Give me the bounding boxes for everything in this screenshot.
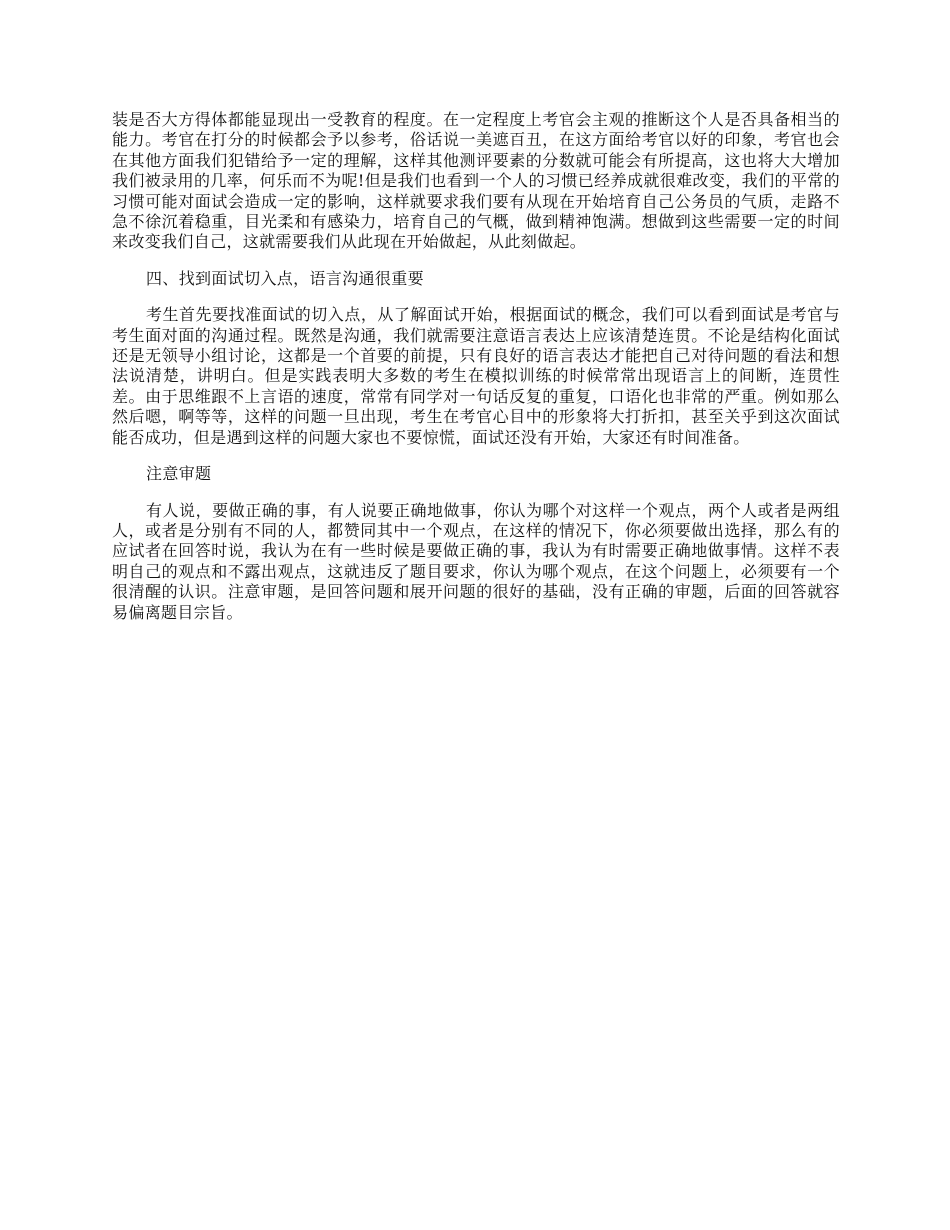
body-paragraph: 有人说，要做正确的事，有人说要正确地做事，你认为哪个对这样一个观点，两个人或者是两组人，或者是分别有不同的人，都赞同其中一个观点，在这样的情况下，你必须要做出选择，那么有的应试者在回答时说，我认为在有一些时候是要做正确的事，我认为有时需要正确地做事情。这样不表明自己的观点和不露出观点，这就违反了题目要求，你认为哪个观点，在这个问题上，必须要有一个很清醒的认识。注意审题，是回答问题和展开问题的很好的基础，没有正确的审题，后面的回答就容易偏离题目宗旨。 (112, 500, 840, 622)
body-paragraph: 装是否大方得体都能显现出一受教育的程度。在一定程度上考官会主观的推断这个人是否具备相当的能力。考官在打分的时候都会予以参考，俗话说一美遮百丑，在这方面给考官以好的印象，考官也会在其他方面我们犯错给予一定的理解，这样其他测评要素的分数就可能会有所提高，这也将大大增加我们被录用的几率，何乐而不为呢!但是我们也看到一个人的习惯已经养成就很难改变，我们的平常的习惯可能对面试会造成一定的影响，这样就要求我们要有从现在开始培育自己公务员的气质，走路不急不徐沉着稳重，目光柔和有感染力，培育自己的气概，做到精神饱满。想做到这些需要一定的时间来改变我们自己，这就需要我们从此现在开始做起，从此刻做起。 (112, 110, 840, 252)
section-heading: 四、找到面试切入点，语言沟通很重要 (146, 268, 424, 288)
section-heading: 注意审题 (146, 464, 212, 484)
body-paragraph: 考生首先要找准面试的切入点，从了解面试开始，根据面试的概念，我们可以看到面试是考官与考生面对面的沟通过程。既然是沟通，我们就需要注意语言表达上应该清楚连贯。不论是结构化面试还是无领导小组讨论，这都是一个首要的前提，只有良好的语言表达才能把自己对待问题的看法和想法说清楚，讲明白。但是实践表明大多数的考生在模拟训练的时候常常出现语言上的间断，连贯性差。由于思维跟不上言语的速度，常常有同学对一句话反复的重复，口语化也非常的严重。例如那么然后嗯，啊等等，这样的问题一旦出现，考生在考官心目中的形象将大打折扣，甚至关乎到这次面试能否成功，但是遇到这样的问题大家也不要惊慌，面试还没有开始，大家还有时间准备。 (112, 305, 840, 447)
document-page (112, 110, 840, 639)
